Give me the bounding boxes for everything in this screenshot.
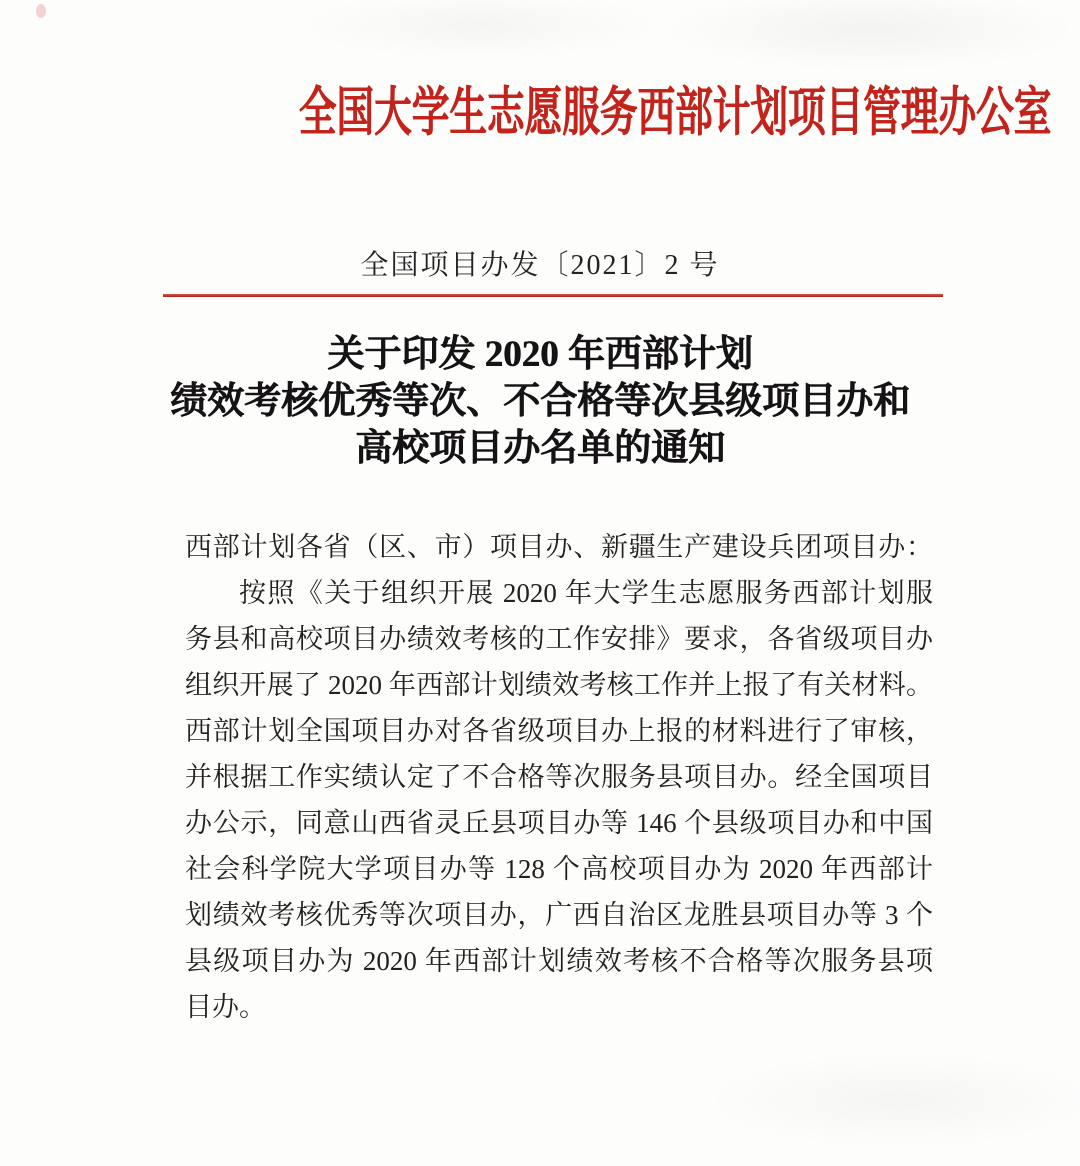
- body-line: 办公示，同意山西省灵丘县项目办等 146 个县级项目办和中国: [185, 808, 933, 838]
- body-line: 务县和高校项目办绩效考核的工作安排》要求，各省级项目办: [185, 624, 933, 654]
- notice-title-line-1: 关于印发 2020 年西部计划: [327, 334, 753, 375]
- letterhead-title: 全国大学生志愿服务西部计划项目管理办公室: [298, 84, 1052, 142]
- scan-artifact-speck: [36, 4, 46, 18]
- salutation-line: 西部计划各省（区、市）项目办、新疆生产建设兵团项目办：: [185, 532, 933, 562]
- body-line: 社会科学院大学项目办等 128 个高校项目办为 2020 年西部计: [185, 854, 933, 884]
- document-number: 全国项目办发〔2021〕2 号: [360, 250, 720, 281]
- body-line-last: 目办。: [185, 992, 266, 1022]
- red-divider-rule: [163, 294, 943, 297]
- notice-title-line-3: 高校项目办名单的通知: [355, 428, 725, 469]
- body-line: 县级项目办为 2020 年西部计划绩效考核不合格等次服务县项: [185, 946, 933, 976]
- notice-title-line-2: 绩效考核优秀等次、不合格等次县级项目办和: [170, 381, 910, 422]
- notice-title: [130, 331, 950, 472]
- body-line: 西部计划全国项目办对各省级项目办上报的材料进行了审核，: [185, 716, 933, 746]
- body-line: 并根据工作实绩认定了不合格等次服务县项目办。经全国项目: [185, 762, 933, 792]
- letterhead-banner: [145, 70, 1052, 146]
- notice-body: [185, 524, 933, 1030]
- body-line: 组织开展了 2020 年西部计划绩效考核工作并上报了有关材料。: [185, 670, 933, 700]
- body-line: 按照《关于组织开展 2020 年大学生志愿服务西部计划服: [239, 578, 933, 608]
- body-line: 划绩效考核优秀等次项目办，广西自治区龙胜县项目办等 3 个: [185, 900, 933, 930]
